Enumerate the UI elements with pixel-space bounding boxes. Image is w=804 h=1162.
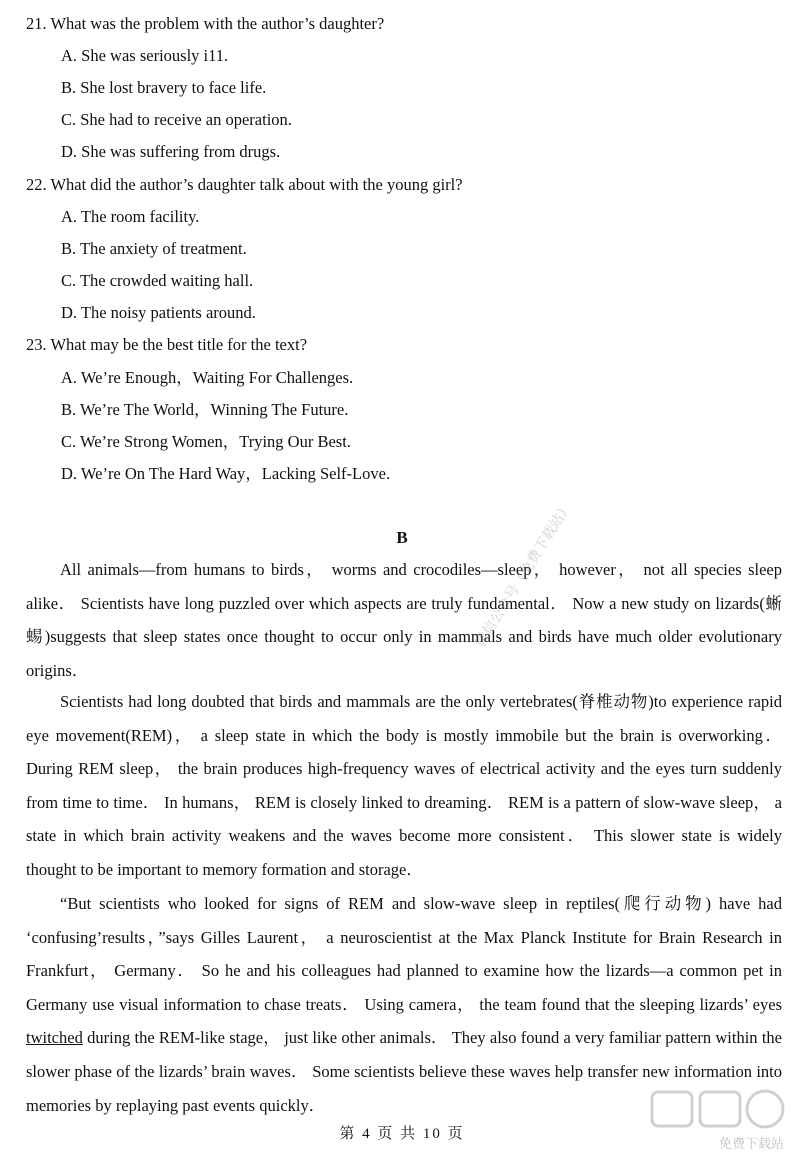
logo-subtitle: 免费下载站 xyxy=(718,1137,784,1152)
question-23-option-b: B. We’re The World，Winning The Future. xyxy=(61,400,349,419)
paragraph-3-text-end: during the REM-like stage， just like other animals． They also found a very familiar pattern within the slower phase of the lizards’ brain waves． Some scientists believe these waves help transfer new information into memories by replaying past events quickly． xyxy=(26,1028,782,1115)
underlined-word: twitched xyxy=(26,1028,83,1048)
question-23-option-c: C. We’re Strong Women，Trying Our Best. xyxy=(61,432,351,451)
watermark-text: 微信公众号（免费下载站） xyxy=(472,499,576,651)
question-22-option-d: D. The noisy patients around. xyxy=(61,303,256,322)
question-22-option-b: B. The anxiety of treatment. xyxy=(61,239,247,258)
paragraph-3-text-start: “But scientists who looked for signs of REM and slow-wave sleep in reptiles(爬行动物) have had ‘confusing’results，”says Gilles Laurent， a neuroscientist at the Max Planck Institute for Brain Research in Frankfurt， Germany． So he and his colleagues had planned to examine how the lizards—a common pet in Germany use visual information to chase treats． Using camera， the team found that the sleeping lizards’ eyes xyxy=(26,894,782,1014)
question-21-option-c: C. She had to receive an operation. xyxy=(61,110,292,129)
question-21-stem: 21. What was the problem with the author’s daughter? xyxy=(26,14,385,33)
question-21-option-b: B. She lost bravery to face life. xyxy=(61,78,267,97)
question-21-option-a: A. She was seriously i11. xyxy=(61,46,229,65)
question-23-stem: 23. What may be the best title for the text? xyxy=(26,335,308,354)
question-23-option-a: A. We’re Enough，Waiting For Challenges. xyxy=(61,368,354,387)
section-title: B xyxy=(396,528,408,547)
question-22-option-c: C. The crowded waiting hall. xyxy=(61,271,254,290)
question-21-option-d: D. She was suffering from drugs. xyxy=(61,142,281,161)
question-22-stem: 22. What did the author’s daughter talk about with the young girl? xyxy=(26,175,463,194)
question-22-option-a: A. The room facility. xyxy=(61,207,200,226)
paragraph-2: Scientists had long doubted that birds and mammals are the only vertebrates(脊椎动物)to experience rapid eye movement(REM)， a sleep state in which the body is mostly immobile but the brain is overworking． During REM sleep， the brain produces high-frequency waves of electrical activity and the eyes turn suddenly from time to time． In humans， REM is closely linked to dreaming． REM is a pattern of slow-wave sleep， a state in which brain activity weakens and the waves become more consistent． This slower state is widely thought to be important to memory formation and storage． xyxy=(26,692,782,879)
question-23-option-d: D. We’re On The Hard Way，Lacking Self-Love. xyxy=(61,464,391,483)
page-footer: 第 4 页 共 10 页 xyxy=(339,1126,465,1142)
paragraph-1: All animals—from humans to birds， worms and crocodiles—sleep， however， not all species sleep alike． Scientists have long puzzled over which aspects are truly fundamental． Now a new study on lizards(蜥蜴)suggests that sleep states once thought to occur only in mammals and birds have much older evolutionary origins． xyxy=(26,560,782,680)
